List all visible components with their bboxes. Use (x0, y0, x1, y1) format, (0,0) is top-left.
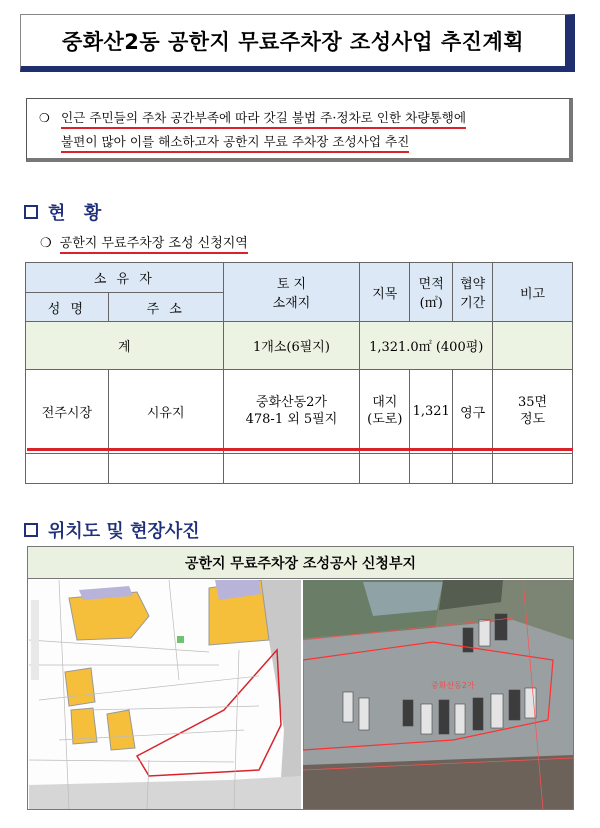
empty-cell (493, 454, 573, 484)
summary-line-1 (39, 107, 559, 131)
vehicle (439, 700, 449, 734)
period-header: 협약 기간 (453, 263, 493, 322)
sub-bullet (40, 232, 248, 251)
location-header: 토 지 소재지 (223, 263, 360, 322)
empty-cell (223, 454, 360, 484)
note-header: 비고 (493, 263, 573, 322)
map-title: 공한지 무료주차장 조성공사 신청부지 (28, 547, 573, 579)
sum-label: 계 (26, 322, 224, 370)
map-frame (27, 546, 574, 810)
page-title: 중화산2동 공한지 무료주차장 조성사업 추진계획 (61, 29, 525, 54)
empty-cell (453, 454, 493, 484)
section-status-title: 현 황 (48, 203, 104, 224)
table-row (26, 454, 573, 484)
vehicle (495, 614, 507, 640)
row-note: 35면 정도 (493, 370, 573, 454)
empty-cell (410, 454, 453, 484)
scale-bar (31, 600, 39, 680)
name-header: 성 명 (26, 293, 109, 322)
checkbox-icon (24, 523, 38, 537)
summary-text-1: 인근 주민들의 주차 공간부족에 따라 갓길 불법 주·정차로 인한 차량통행에 (61, 107, 466, 129)
table-row (26, 370, 573, 454)
site-boundary (137, 650, 281, 776)
summary-box (26, 98, 573, 162)
empty-cell (360, 454, 410, 484)
owner-header: 소 유 자 (26, 263, 224, 293)
bullet-icon: ❍ (40, 236, 52, 251)
site-photo (303, 580, 573, 809)
sum-note (493, 322, 573, 370)
section-map-title: 위치도 및 현장사진 (48, 521, 200, 542)
land-type: 대지 (도로) (360, 370, 410, 454)
vehicle (421, 704, 432, 734)
area-header: 면적 (㎡) (410, 263, 453, 322)
vehicle (479, 620, 490, 646)
section-status-heading (24, 199, 103, 225)
owner-address: 시유지 (108, 370, 223, 454)
vehicle (491, 694, 503, 728)
vehicle (343, 692, 353, 722)
land-area: 1,321 (410, 370, 453, 454)
vehicle (359, 698, 369, 730)
empty-cell (26, 454, 109, 484)
address-header: 주 소 (108, 293, 223, 322)
cadastral-map-drawing (29, 580, 301, 809)
building (107, 710, 135, 750)
vehicle (463, 628, 473, 652)
vehicle (403, 700, 413, 726)
section-map-heading (24, 517, 200, 543)
summary-line-2 (39, 131, 559, 155)
cadastral-map (29, 580, 301, 809)
road-area (29, 776, 301, 809)
vehicle (473, 698, 483, 730)
land-type-header: 지목 (360, 263, 410, 322)
sum-location: 1개소(6필지) (223, 322, 360, 370)
marker (177, 636, 184, 643)
summary-text-2: 불편이 많아 이를 해소하고자 공한지 무료 주차장 조성사업 추진 (61, 131, 409, 153)
vehicle (509, 690, 520, 720)
agreement-period: 영구 (453, 370, 493, 454)
building (69, 592, 149, 640)
sub-bullet-text: 공한지 무료주차장 조성 신청지역 (60, 236, 248, 254)
empty-cell (108, 454, 223, 484)
title-box (20, 14, 575, 72)
site-photo-label: 중화산동2가 (431, 681, 475, 690)
owner-name: 전주시장 (26, 370, 109, 454)
vehicle (455, 704, 465, 734)
checkbox-icon (24, 205, 38, 219)
highlight-underline (27, 448, 573, 451)
road-area (261, 580, 301, 809)
bullet-icon: ❍ (39, 111, 50, 125)
sum-area: 1,321.0㎡ (400평) (360, 322, 493, 370)
site-photo-drawing (303, 580, 573, 809)
building (65, 668, 95, 706)
land-location: 중화산동2가 478-1 외 5필지 (223, 370, 360, 454)
